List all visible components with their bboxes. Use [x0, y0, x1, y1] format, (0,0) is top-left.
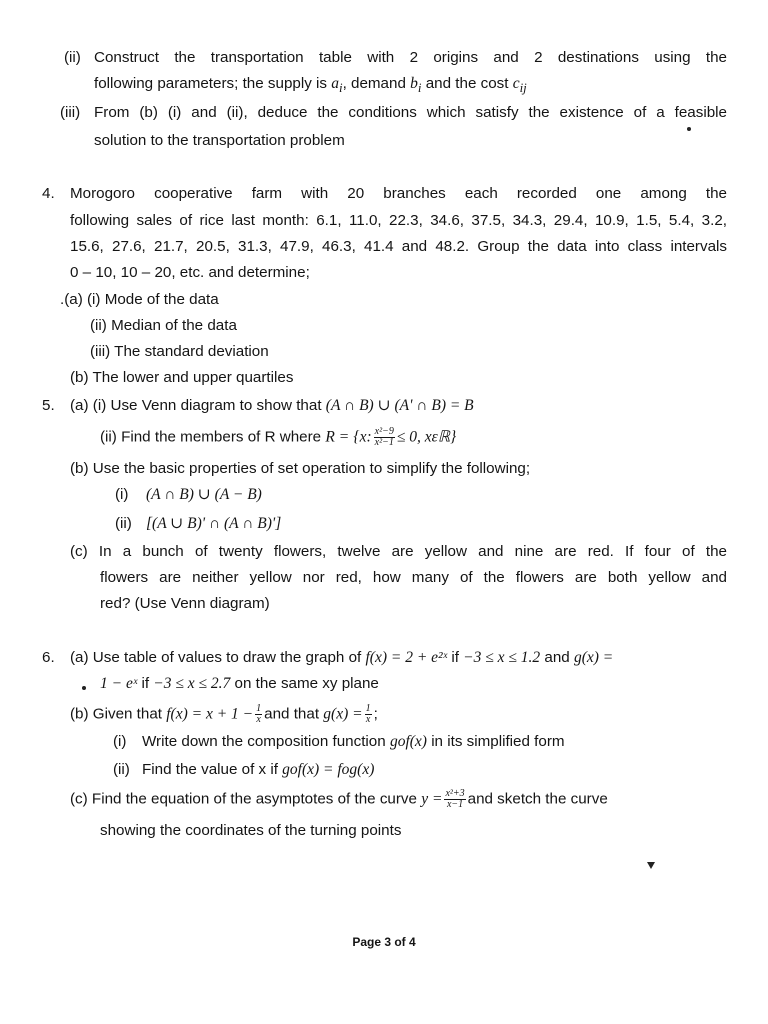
stray-mark: [647, 862, 655, 869]
q6-a-and: and: [544, 649, 570, 666]
q6-a-if: if: [451, 649, 459, 666]
q3-ii-line2-text-c: and the cost: [425, 75, 509, 92]
q6-a-g: g(x) =: [573, 649, 614, 666]
q6-b-text2: and that: [264, 705, 320, 723]
q6-b-g: g(x) =: [323, 705, 363, 723]
q4-number: 4.: [42, 185, 55, 202]
q6-a-f-range: −3 ≤ x ≤ 1.2: [463, 649, 541, 666]
q3-ii-line1: Construct the transportation table with 2 origins and 2 destinations using the: [94, 49, 727, 66]
stray-dot: [687, 127, 691, 131]
q3-ii-line2-text-a: following parameters; the supply is: [94, 75, 327, 92]
q3-iii-line1: From (b) (i) and (ii), deduce the conditions which satisfy the existence of a feasible: [94, 104, 727, 121]
q6-b-text1: (b) Given that: [70, 705, 163, 723]
q4-line1: Morogoro cooperative farm with 20 branches each recorded one among the: [70, 185, 727, 202]
q3-iii-number: (iii): [60, 104, 81, 121]
q4-a-ii: (ii) Median of the data: [90, 317, 237, 334]
q5-a-ii: [100, 427, 456, 448]
q5-a-i-math: (A ∩ B) ∪ (A' ∩ B) = B: [325, 397, 474, 414]
q3-ii-supply-symbol: $a_i$: [331, 75, 343, 96]
q5-c-line3: red? (Use Venn diagram): [100, 595, 270, 612]
q5-a-ii-set-name: R =: [325, 428, 350, 446]
q5-a-ii-text: (ii) Find the members of R where: [100, 428, 322, 446]
q3-ii-line2: [94, 74, 527, 98]
q6-b-g-fraction: $\frac{1}{x}$: [365, 703, 371, 725]
q5-b-ii-number: (ii): [115, 515, 132, 532]
q5-number: 5.: [42, 397, 55, 414]
q6-b-i-tail: in its simplified form: [431, 733, 565, 750]
q6-c-y: y =: [421, 790, 443, 808]
q3-ii-number: (ii): [64, 49, 81, 66]
q5-b-i-number: (i): [115, 486, 129, 503]
q6-c-line1: [70, 789, 608, 810]
q6-b-f-fraction: $\frac{1}{x}$: [256, 703, 262, 725]
q6-b-i: [142, 732, 565, 752]
q6-b-ii-math: gof(x) = fog(x): [282, 761, 375, 778]
q6-c-fraction: $\frac{\text{x²+3}}{x-1}$: [445, 788, 465, 810]
q5-a-ii-fraction: $\frac{\text{x²−9}}{\text{x²−1}}$: [374, 426, 394, 448]
q5-c-line2: flowers are neither yellow nor red, how many of the flowers are both yellow and: [100, 569, 727, 586]
q3-iii-line2: solution to the transportation problem: [94, 132, 345, 149]
q4-a-i: .(a) (i) Mode of the data: [60, 291, 219, 308]
q6-c-text1: (c) Find the equation of the asymptotes of the curve: [70, 790, 417, 808]
q5-c-line1: (c) In a bunch of twenty flowers, twelve are yellow and nine are red. If four of the: [70, 543, 727, 560]
q6-a-line1: [70, 648, 613, 668]
q6-b-i-text: Write down the composition function: [142, 733, 386, 750]
q6-a-text: (a) Use table of values to draw the graph of: [70, 649, 362, 666]
q6-b-ii-text: Find the value of x if: [142, 761, 278, 778]
q6-c-text2: and sketch the curve: [467, 790, 608, 808]
q6-a-if-2: if: [141, 675, 150, 692]
q5-a-ii-set-open: {x:: [353, 428, 372, 446]
q6-b: (b) Given that f(x) = x + 1 − $\frac{1}{x}$ and that g(x) = $\frac{1}{x}$ ;: [70, 703, 378, 725]
q3-ii-cost-symbol: $c_{ij}$: [512, 75, 527, 96]
q5-a-i-text: (a) (i) Use Venn diagram to show that: [70, 397, 322, 414]
q6-b-i-number: (i): [113, 733, 127, 750]
q6-b-ii-number: (ii): [113, 761, 130, 778]
q6-c-line2: showing the coordinates of the turning points: [100, 822, 402, 839]
q6-a-g-expr: 1 − eˣ: [100, 675, 138, 692]
q6-b-ii: [142, 760, 374, 780]
stray-dot: [82, 686, 86, 690]
q6-a-line2: [100, 674, 379, 694]
q6-a-f: f(x) = 2 + e²ˣ: [365, 649, 448, 666]
q5-a-ii-set-close: ≤ 0, xεℝ}: [396, 428, 457, 446]
q5-b-i-math: (A ∩ B) ∪ (A − B): [146, 486, 262, 503]
q4-a-iii: (iii) The standard deviation: [90, 343, 269, 360]
q6-number: 6.: [42, 649, 55, 666]
q4-b: (b) The lower and upper quartiles: [70, 369, 294, 386]
q3-ii-demand-symbol: $b_i$: [410, 75, 422, 96]
q6-a-line2-text: on the same xy plane: [234, 675, 379, 692]
q4-line4: 0 – 10, 10 – 20, etc. and determine;: [70, 264, 310, 281]
q4-line2: following sales of rice last month: 6.1, 11.0, 22.3, 34.6, 37.5, 34.3, 29.4, 10.9, 1.5, 5.4, 3.2,: [70, 212, 727, 229]
q4-line3: 15.6, 27.6, 21.7, 20.5, 31.3, 47.9, 46.3, 41.4 and 48.2. Group the data into class intervals: [70, 238, 727, 255]
q6-b-i-math: gof(x): [389, 733, 427, 750]
q5-a-i: [70, 396, 474, 416]
q6-a-g-range: −3 ≤ x ≤ 2.7: [153, 675, 231, 692]
q6-b-f: f(x) = x + 1 −: [166, 705, 254, 723]
q5-b: (b) Use the basic properties of set operation to simplify the following;: [70, 460, 531, 477]
page-footer: Page 3 of 4: [352, 935, 416, 949]
q3-ii-line2-text-b: , demand: [342, 75, 406, 92]
q5-b-ii-math: [(A ∪ B)' ∩ (A ∩ B)']: [146, 515, 282, 532]
